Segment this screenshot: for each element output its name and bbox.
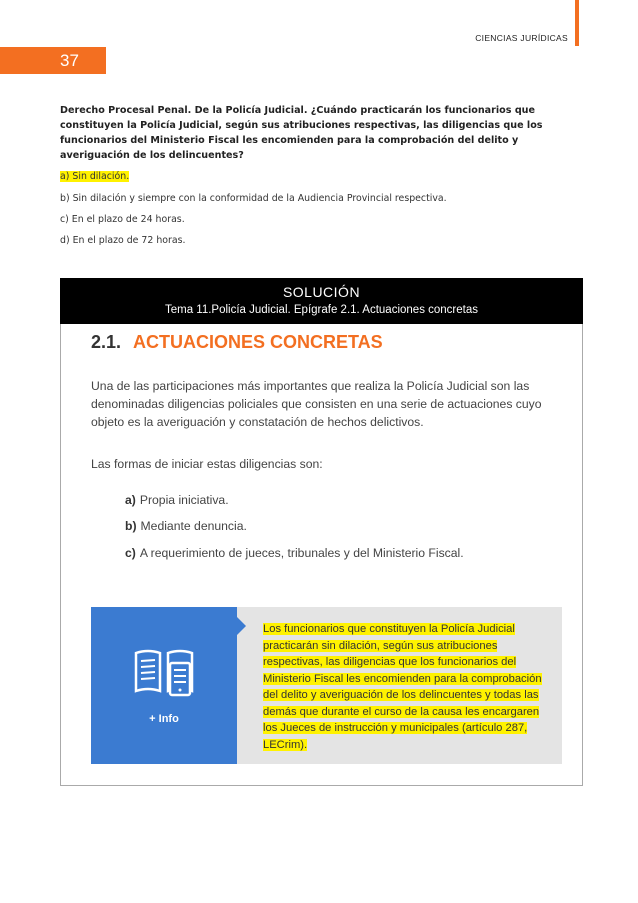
paragraph-1: Una de las participaciones más importantes que realiza la Policía Judicial son las denominadas diligencias policiales que consisten en una serie de actuaciones cuyo objeto es la averiguación y constatación de hechos delictivos. xyxy=(91,379,542,429)
list-letter: a) xyxy=(125,493,136,507)
info-text xyxy=(263,621,553,753)
page-number: 37 xyxy=(0,47,106,74)
info-box xyxy=(91,607,562,764)
option-a xyxy=(60,171,129,182)
question-text: Derecho Procesal Penal. De la Policía Judicial. ¿Cuándo practicarán los funcionarios que constituyen la Policía Judicial, según sus atribuciones respectivas, las diligencias que los funcionarios del Ministerio Fiscal les encomienden para la comprobación del delito y averiguación de los delincuentes? xyxy=(60,105,543,161)
list-item xyxy=(125,546,464,560)
section-number: 2.1. xyxy=(91,332,122,352)
option-c: c) En el plazo de 24 horas. xyxy=(60,214,185,225)
info-pointer xyxy=(237,617,246,635)
option-a-text: a) Sin dilación. xyxy=(60,171,130,182)
header-accent-bar xyxy=(575,0,579,46)
info-label: + Info xyxy=(149,713,179,725)
solution-title: SOLUCIÓN xyxy=(282,284,361,300)
list-text: Mediante denuncia. xyxy=(140,519,247,533)
list-item xyxy=(125,493,229,507)
list-letter: c) xyxy=(125,546,136,560)
paragraph-2: Las formas de iniciar estas diligencias son: xyxy=(91,457,323,471)
list-text: Propia iniciativa. xyxy=(139,493,229,507)
info-text-highlight: Los funcionarios que constituyen la Policía Judicial practicarán sin dilación, según sus atribuciones respectivas, las diligencias que los funcionarios del Ministerio Fiscal les encomienden para la comprobación del delito y averiguación de los delincuentes y todas las demás que durante el curso de la causa les encargaren los Jueces de instrucción y municipales (artículo 287, LECrim). xyxy=(263,623,542,751)
list-letter: b) xyxy=(125,519,137,533)
solution-header xyxy=(60,278,583,324)
list-text: A requerimiento de jueces, tribunales y del Ministerio Fiscal. xyxy=(139,546,464,560)
info-icon-panel xyxy=(91,607,237,764)
solution-content xyxy=(60,324,583,786)
option-b: b) Sin dilación y siempre con la conformidad de la Audiencia Provincial respectiva. xyxy=(60,193,447,204)
brand-label: CIENCIAS JURÍDICAS xyxy=(475,33,568,43)
solution-subtitle: Tema 11.Policía Judicial. Epígrafe 2.1. Actuaciones concretas xyxy=(164,304,478,316)
list-item xyxy=(125,519,247,533)
section-title: ACTUACIONES CONCRETAS xyxy=(133,332,383,352)
book-tablet-icon xyxy=(134,647,194,703)
option-d: d) En el plazo de 72 horas. xyxy=(60,235,186,246)
